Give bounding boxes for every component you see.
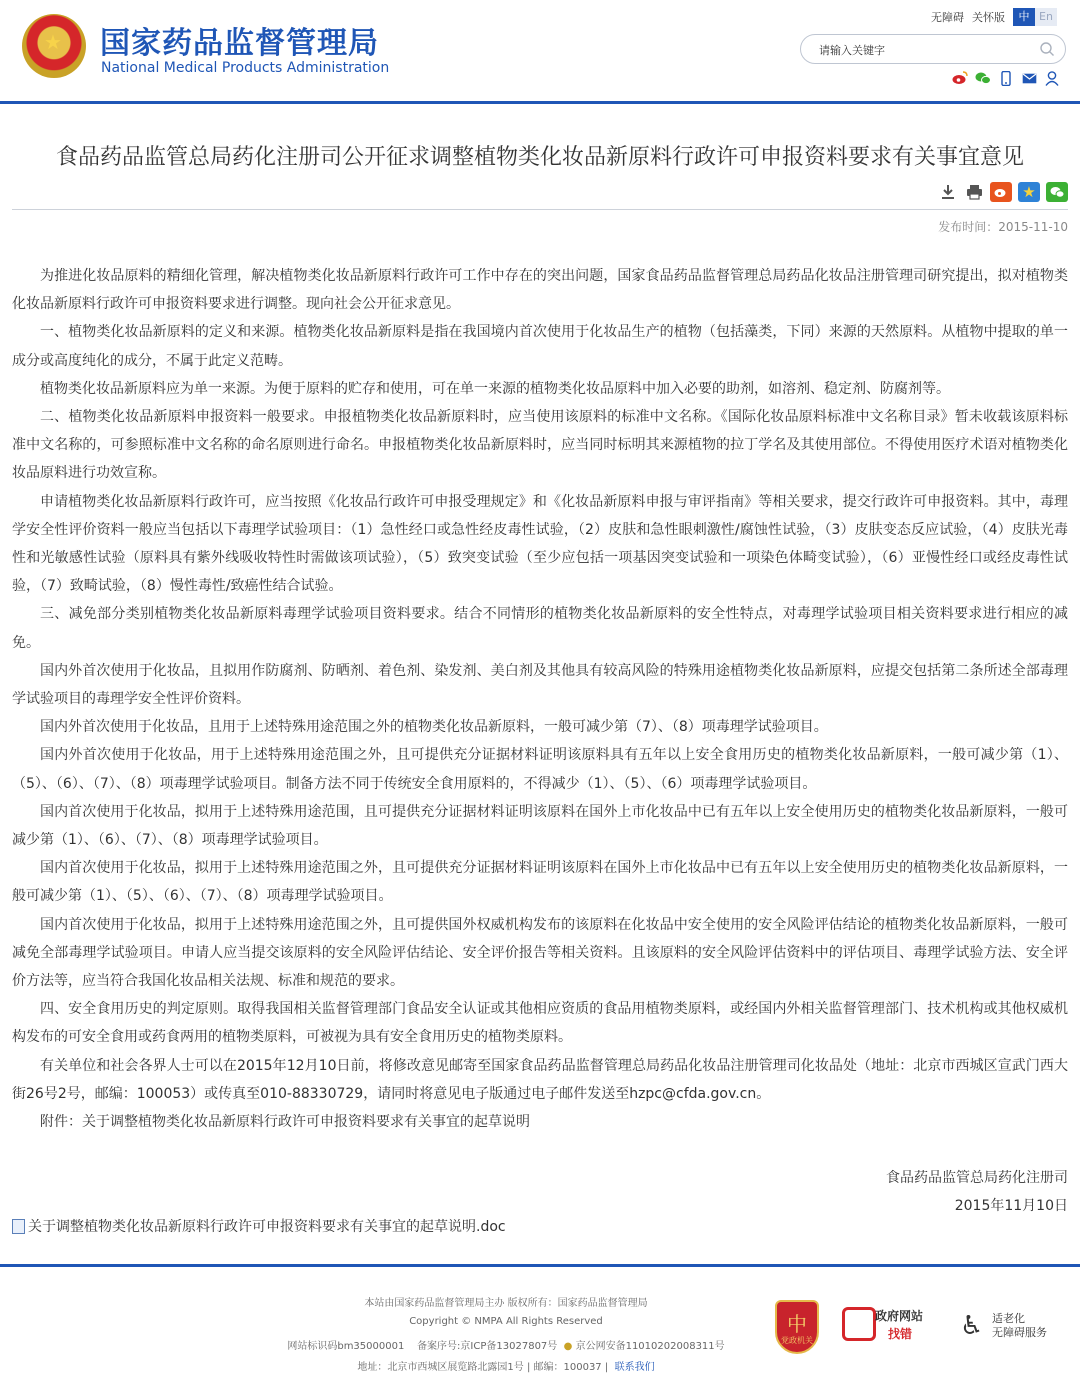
header-divider <box>0 101 1080 104</box>
elderly-accessibility-service[interactable] <box>960 1307 1060 1347</box>
party-gov-badge[interactable] <box>775 1300 819 1354</box>
accessibility-link[interactable]: 无障碍 <box>931 11 964 24</box>
search-error-icon <box>842 1307 876 1341</box>
elderly-label: 适老化 <box>992 1312 1025 1325</box>
contact-us-link[interactable]: 联系我们 <box>614 1362 655 1373</box>
language-switch <box>1013 8 1057 26</box>
print-icon[interactable] <box>964 182 984 202</box>
accessibility-icon: ♿ <box>960 1311 984 1341</box>
police-badge-icon: ● <box>563 1341 573 1352</box>
wechat-share-icon[interactable] <box>1046 182 1068 202</box>
mobile-icon[interactable] <box>998 70 1014 86</box>
article-tools <box>938 182 1068 202</box>
search-icon[interactable] <box>1039 41 1055 57</box>
footer-sponsor: 本站由国家药品监督管理局主办 版权所有：国家药品监督管理局 <box>364 1298 648 1309</box>
download-icon[interactable] <box>938 182 958 202</box>
paragraph: 国内外首次使用于化妆品，且用于上述特殊用途范围之外的植物类化妆品新原料，一般可减少第（7）、（8）项毒理学试验项目。 <box>40 719 828 736</box>
police-record-link[interactable]: 京公网安备11010202008311号 <box>575 1341 725 1352</box>
user-icon[interactable] <box>1044 70 1060 86</box>
weibo-share-icon[interactable] <box>990 182 1012 202</box>
wechat-icon[interactable] <box>975 70 991 86</box>
paragraph: 植物类化妆品新原料应为单一来源。为便于原料的贮存和使用，可在单一来源的植物类化妆品原料中加入必要的助剂，如溶剂、稳定剂、防腐剂等。 <box>40 380 950 397</box>
footer-copyright: Copyright © NMPA All Rights Reserved <box>409 1316 603 1327</box>
mail-icon[interactable] <box>1021 70 1037 86</box>
paragraph: 一、植物类化妆品新原料的定义和来源。植物类化妆品新原料是指在我国境内首次使用于化妆品生产的植物（包括藻类，下同）来源的天然原料。从植物中提取的单一成分或高度纯化的成分，不属于此定义范畴。 <box>12 324 1068 369</box>
icp-link[interactable]: 备案序号:京ICP备13027807号 <box>417 1341 558 1352</box>
paragraph: 国内外首次使用于化妆品，用于上述特殊用途范围之外，且可提供充分证据材料证明该原料具有五年以上安全食用历史的植物类化妆品新原料，一般可减少第（1）、（5）、（6）、（7）、（8）项毒理学试验项目。制备方法不同于传统安全食用原料的，不得减少（1）、（5）、（6）项毒理学试验项目。 <box>12 747 1068 792</box>
site-name-en[interactable]: National Medical Products Administration <box>101 60 390 76</box>
address-text: 地址：北京市西城区展览路北露园1号 | 邮编：100037 | <box>357 1362 609 1373</box>
lang-en-button[interactable]: En <box>1035 8 1057 26</box>
paragraph: 国内首次使用于化妆品，拟用于上述特殊用途范围，且可提供充分证据材料证明该原料在国外上市化妆品中已有五年以上安全使用历史的植物类化妆品新原料，一般可减少第（1）、（6）、（7）、（8）项毒理学试验项目。 <box>12 803 1068 849</box>
care-mode-link[interactable]: 关怀版 <box>972 11 1005 24</box>
publish-date <box>938 218 1068 235</box>
site-id: 网站标识码bm35000001 <box>287 1341 405 1352</box>
top-links <box>931 8 1057 26</box>
article-body <box>12 262 1068 1136</box>
signature-block <box>886 1164 1068 1220</box>
gov-site-error-report[interactable] <box>842 1305 932 1345</box>
weibo-icon[interactable] <box>952 70 968 86</box>
attachment-link[interactable] <box>12 1216 506 1236</box>
paragraph: 四、安全食用历史的判定原则。取得我国相关监督管理部门食品安全认证或其他相应资质的食品用植物类原料，或经国内外相关监督管理部门、技术机构或其他权威机构发布的可安全食用或药食两用的植物类原料，可被视为具有安全食用历史的植物类原料。 <box>12 1001 1068 1046</box>
site-name-cn[interactable]: 国家药品监督管理局 <box>100 26 379 61</box>
publish-date-label: 发布时间： <box>938 220 999 234</box>
party-gov-label: 党政机关 <box>781 1336 813 1345</box>
paragraph: 国内首次使用于化妆品，拟用于上述特殊用途范围之外，且可提供充分证据材料证明该原料在国外上市化妆品中已有五年以上安全使用历史的植物类化妆品新原料，一般可减少第（1）、（5）、（6）、（7）、（8）项毒理学试验项目。 <box>12 860 1068 905</box>
publish-date-value: 2015-11-10 <box>998 220 1068 234</box>
paragraph: 附件：关于调整植物类化妆品新原料行政许可申报资料要求有关事宜的起草说明 <box>40 1114 530 1131</box>
doc-file-icon <box>12 1219 25 1234</box>
site-header <box>0 0 1080 104</box>
signature-date: 2015年11月10日 <box>954 1198 1068 1214</box>
social-icons <box>952 70 1060 86</box>
report-error-label: 找错 <box>888 1327 913 1341</box>
paragraph: 二、植物类化妆品新原料申报资料一般要求。申报植物类化妆品新原料时，应当使用该原料的标准中文名称。《国际化妆品原料标准中文名称目录》暂未收载该原料标准中文名称的，可参照标准中文名称的命名原则进行命名。申报植物类化妆品新原料时，应当同时标明其来源植物的拉丁学名及其使用部位。不得使用医疗术语对植物类化妆品原料进行功效宣称。 <box>12 409 1068 482</box>
signature-org: 食品药品监管总局药化注册司 <box>886 1170 1068 1186</box>
search-input[interactable] <box>817 40 1036 60</box>
national-emblem-icon: ★ <box>22 14 86 78</box>
article-title: 食品药品监管总局药化注册司公开征求调整植物类化妆品新原料行政许可申报资料要求有关事宜意见 <box>55 145 1024 170</box>
paragraph: 三、减免部分类别植物类化妆品新原料毒理学试验项目资料要求。结合不同情形的植物类化妆品新原料的安全性特点，对毒理学试验项目相关资料要求进行相应的减免。 <box>12 606 1068 651</box>
paragraph: 申请植物类化妆品新原料行政许可，应当按照《化妆品行政许可申报受理规定》和《化妆品新原料申报与审评指南》等相关要求，提交行政许可申报资料。其中，毒理学安全性评价资料一般应当包括以下毒理学试验项目：（1）急性经口或急性经皮毒性试验，（2）皮肤和急性眼刺激性/腐蚀性试验，（3）皮肤变态反应试验，（4）皮肤光毒性和光敏感性试验（原料具有紫外线吸收特性时需做该项试验），（5）致突变试验（至少应包括一项基因突变试验和一项染色体畸变试验），（6）亚慢性经口或经皮毒性试验，（7）致畸试验，（8）慢性毒性/致癌性结合试验。 <box>12 493 1068 595</box>
gov-site-label: 政府网站 <box>875 1309 924 1323</box>
search-box <box>800 34 1066 64</box>
lang-cn-button[interactable]: 中 <box>1013 8 1035 26</box>
paragraph: 有关单位和社会各界人士可以在2015年12月10日前，将修改意见邮寄至国家食品药品监督管理总局药品化妆品注册管理司化妆品处（地址：北京市西城区宣武门西大街26号2号，邮编：100053）或传真至010-88330729，请同时将意见电子版通过电子邮件发送至hzpc@cfda.gov.cn。 <box>12 1057 1068 1102</box>
qzone-share-icon[interactable]: ★ <box>1018 182 1040 202</box>
title-divider <box>12 209 1068 210</box>
accessibility-service-label: 无障碍服务 <box>992 1326 1047 1339</box>
paragraph: 国内首次使用于化妆品，拟用于上述特殊用途范围之外，且可提供国外权威机构发布的该原料在化妆品中安全使用的安全风险评估结论的植物类化妆品新原料，一般可减免全部毒理学试验项目。申请人应当提交该原料的安全风险评估结论、安全评价报告等相关资料。且该原料的安全风险评估资料中的评估项目、毒理学试验方法、安全评价方法等，应当符合我国化妆品相关法规、标准和规范的要求。 <box>12 916 1068 990</box>
party-gov-badge-icon: 中 <box>787 1312 807 1336</box>
paragraph: 为推进化妆品原料的精细化管理，解决植物类化妆品新原料行政许可工作中存在的突出问题，国家食品药品监督管理总局药品化妆品注册管理司研究提出，拟对植物类化妆品新原料行政许可申报资料要求进行调整。现向社会公开征求意见。 <box>12 268 1068 313</box>
footer-address <box>0 1358 1012 1373</box>
attachment-filename[interactable]: 关于调整植物类化妆品新原料行政许可申报资料要求有关事宜的起草说明.doc <box>28 1219 506 1235</box>
paragraph: 国内外首次使用于化妆品，且拟用作防腐剂、防晒剂、着色剂、染发剂、美白剂及其他具有较高风险的特殊用途植物类化妆品新原料，应提交包括第二条所述全部毒理学试验项目的毒理学安全性评价资料。 <box>12 662 1068 708</box>
